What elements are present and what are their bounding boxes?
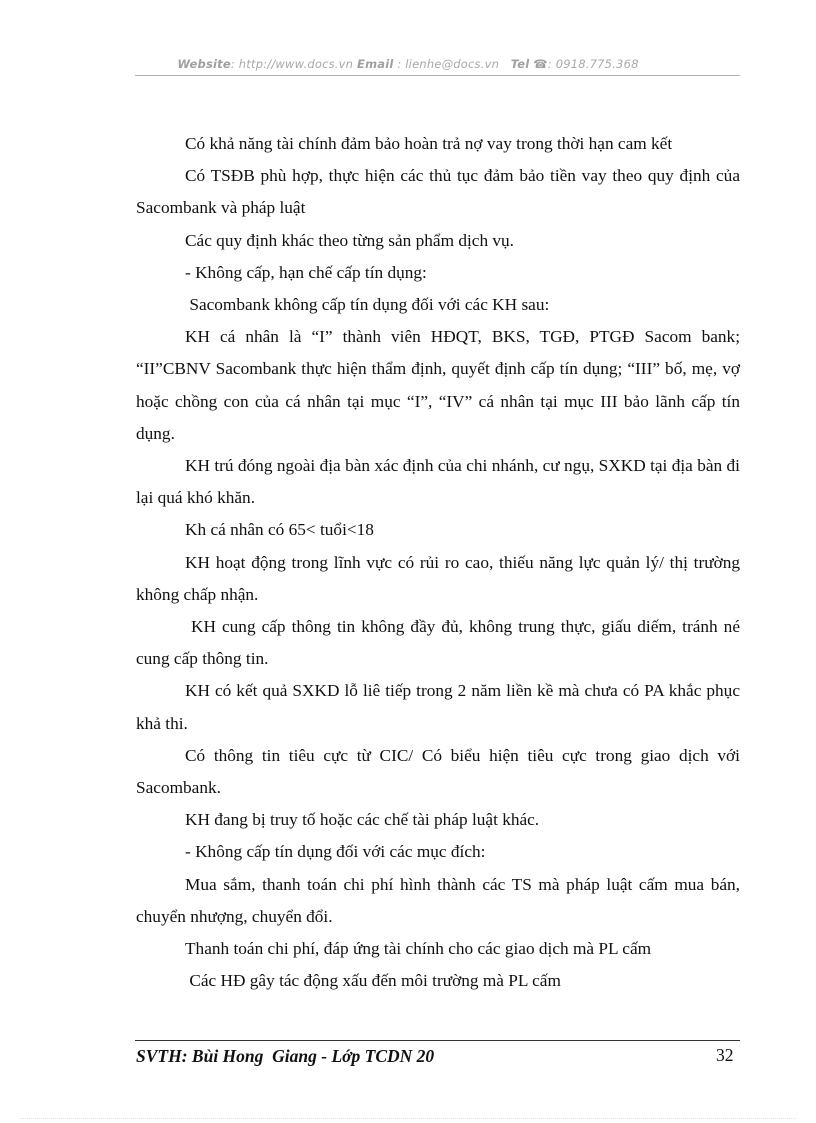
header-rule [135, 75, 740, 76]
website-label: Website [177, 57, 231, 71]
paragraph: KH hoạt động trong lĩnh vực có rủi ro cao, thiếu năng lực quản lý/ thị trường không chấp nhận. [136, 552, 740, 604]
paragraph: - Không cấp, hạn chế cấp tín dụng: [185, 262, 427, 282]
paragraph: Kh cá nhân có 65< tuổi<18 [185, 520, 374, 540]
page-edge-divider [20, 1118, 796, 1119]
paragraph: KH cá nhân là “I” thành viên HĐQT, BKS, TGĐ, PTGĐ Sacom bank; “II”CBNV Sacombank thực hiện thẩm định, quyết định cấp tín dụng; “III” bố, mẹ, vợ hoặc chồng con của cá nhân tại mục “I”, “IV” cá nhân tại mục III bảo lãnh cấp tín dụng. [136, 327, 740, 443]
paragraph: - Không cấp tín dụng đối với các mục đích: [185, 842, 486, 862]
phone-icon: ☎ [533, 57, 548, 71]
paragraph: Có thông tin tiêu cực từ CIC/ Có biểu hiện tiêu cực trong giao dịch với Sacombank. [136, 745, 740, 798]
paragraph: Thanh toán chi phí, đáp ứng tài chính cho các giao dịch mà PL cấm [185, 939, 652, 959]
page-header [0, 57, 816, 71]
page-number: 32 [716, 1045, 734, 1065]
paragraph: Có khả năng tài chính đảm bảo hoàn trả nợ vay trong thời hạn cam kết [185, 134, 673, 153]
footer-author: SVTH: Bùi Hong Giang - Lớp TCDN 20 [136, 1046, 435, 1066]
email-label: Email [357, 57, 394, 71]
paragraph: KH cung cấp thông tin không đầy đủ, không trung thực, giấu diếm, tránh né cung cấp thông tin. [136, 617, 745, 669]
document-body [136, 128, 745, 997]
paragraph: Các HĐ gây tác động xấu đến môi trường mà PL cấm [185, 971, 561, 991]
paragraph: KH có kết quả SXKD lỗ liê tiếp trong 2 năm liền kề mà chưa có PA khắc phục khả thi. [136, 681, 740, 733]
paragraph: KH trú đóng ngoài địa bàn xác định của chi nhánh, cư ngụ, SXKD tại địa bàn đi lại quá khó khăn. [136, 456, 740, 508]
paragraph: Sacombank không cấp tín dụng đối với các KH sau: [185, 295, 550, 315]
paragraph: Các quy định khác theo từng sản phẩm dịch vụ. [185, 230, 515, 250]
email-value: : lienhe@docs.vn [393, 57, 500, 71]
paragraph: Mua sắm, thanh toán chi phí hình thành các TS mà pháp luật cấm mua bán, chuyển nhượng, chuyển đổi. [136, 874, 740, 926]
tel-label: Tel [510, 57, 530, 71]
paragraph: KH đang bị truy tố hoặc các chế tài pháp luật khác. [185, 810, 540, 830]
paragraph: Có TSĐB phù hợp, thực hiện các thủ tục đảm bảo tiền vay theo quy định của Sacombank và pháp luật [136, 166, 740, 218]
footer-rule [135, 1040, 740, 1041]
website-value: : http://www.docs.vn [230, 57, 354, 71]
tel-value: : 0918.775.368 [547, 57, 639, 71]
